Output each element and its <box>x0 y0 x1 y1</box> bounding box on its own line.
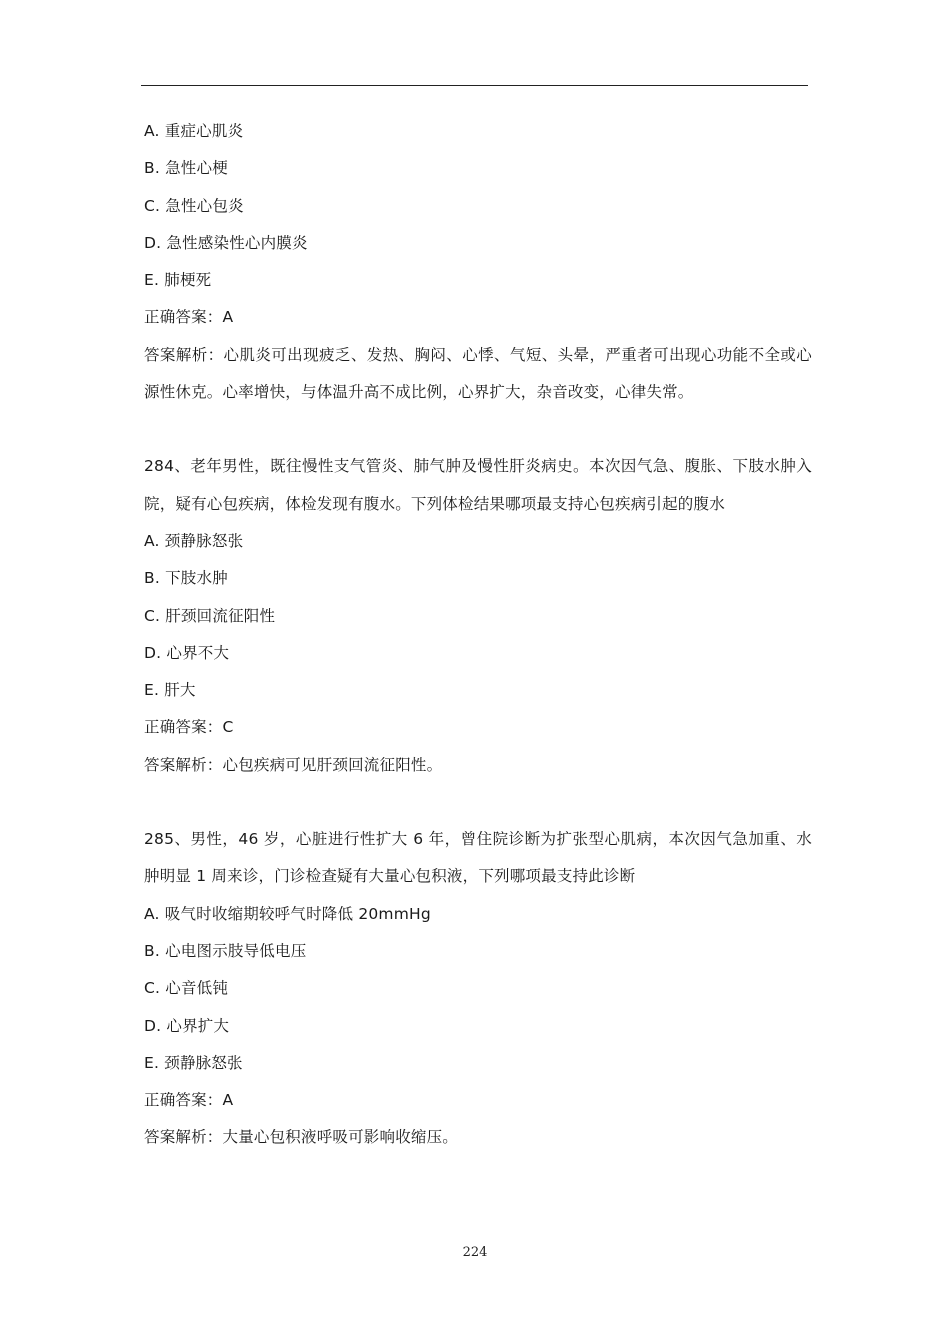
question-stem: 284、老年男性，既往慢性支气管炎、肺气肿及慢性肝炎病史。本次因气急、腹胀、下肢水肿入院，疑有心包疾病，体检发现有腹水。下列体检结果哪项最支持心包疾病引起的腹水 <box>144 457 812 513</box>
option-c: C. 心音低钝 <box>144 979 229 998</box>
answer-analysis: 答案解析：大量心包积液呼吸可影响收缩压。 <box>144 1128 459 1147</box>
page-number: 224 <box>462 1245 488 1260</box>
option-e: E. 肝大 <box>144 681 196 700</box>
option-a: A. 吸气时收缩期较呼气时降低 20mmHg <box>144 904 431 923</box>
correct-answer: 正确答案：A <box>144 1091 234 1110</box>
spacer <box>144 784 812 821</box>
question-284 <box>144 448 812 784</box>
header-rule <box>141 85 808 86</box>
option-c: C. 急性心包炎 <box>144 196 244 215</box>
option-b: B. 心电图示肢导低电压 <box>144 941 307 960</box>
option-b: B. 急性心梗 <box>144 159 228 178</box>
spacer <box>144 411 812 448</box>
option-b: B. 下肢水肿 <box>144 569 228 588</box>
question-stem: 285、男性，46 岁，心脏进行性扩大 6 年，曾住院诊断为扩张型心肌病，本次因气急加重、水肿明显 1 周来诊，门诊检查疑有大量心包积液，下列哪项最支持此诊断 <box>144 830 812 886</box>
question-285 <box>144 821 812 1157</box>
option-d: D. 急性感染性心内膜炎 <box>144 233 308 252</box>
option-c: C. 肝颈回流征阳性 <box>144 606 276 625</box>
option-d: D. 心界扩大 <box>144 1016 230 1035</box>
answer-analysis: 答案解析：心包疾病可见肝颈回流征阳性。 <box>144 755 443 774</box>
answer-analysis: 答案解析：心肌炎可出现疲乏、发热、胸闷、心悸、气短、头晕，严重者可出现心功能不全或心源性休克。心率增快，与体温升高不成比例，心界扩大，杂音改变，心律失常。 <box>144 345 812 402</box>
option-d: D. 心界不大 <box>144 643 230 662</box>
page-content <box>144 113 812 1157</box>
option-a: A. 颈静脉怒张 <box>144 531 244 550</box>
option-e: E. 肺梗死 <box>144 271 212 290</box>
correct-answer: 正确答案：A <box>144 308 234 327</box>
option-e: E. 颈静脉怒张 <box>144 1053 243 1072</box>
option-a: A. 重症心肌炎 <box>144 122 244 140</box>
correct-answer: 正确答案：C <box>144 718 234 737</box>
question-283 <box>144 113 812 411</box>
